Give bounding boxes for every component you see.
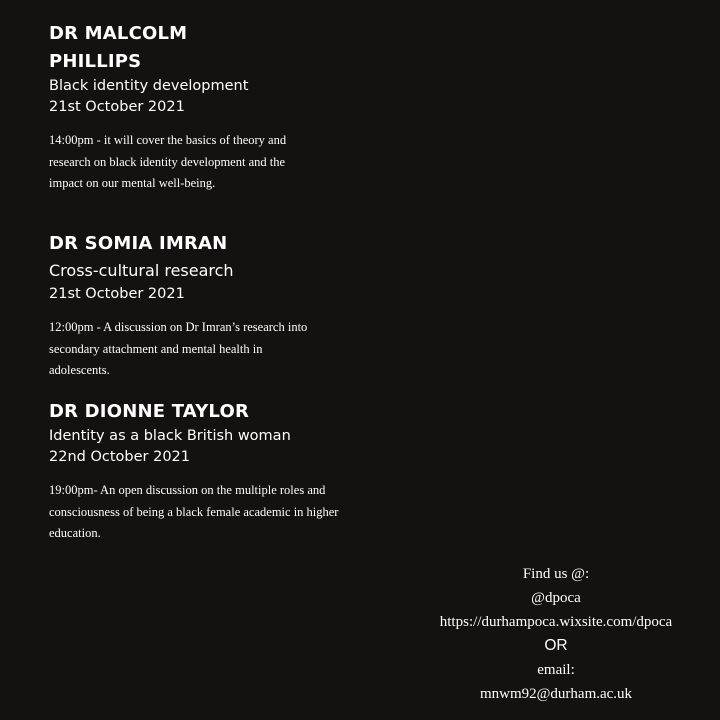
talk-date: 21st October 2021: [49, 286, 185, 302]
or-separator: OR: [544, 637, 568, 654]
social-handle-link[interactable]: @dpoca: [531, 590, 581, 606]
speaker-name: DR SOMIA IMRAN: [49, 233, 228, 254]
website-link[interactable]: https://durhampoca.wixsite.com/dpoca: [439, 614, 673, 630]
find-us-label: Find us @:: [522, 566, 590, 582]
speaker-block-dionne-taylor: [49, 398, 369, 545]
talk-description: 14:00pm - it will cover the basics of theory and research on black identity development and the impact on our mental well-being.: [49, 133, 287, 190]
speaker-name-line2: PHILLIPS: [49, 51, 142, 72]
talk-date: 21st October 2021: [49, 99, 185, 115]
talk-topic: Identity as a black British woman: [49, 428, 291, 444]
talk-topic: Cross-cultural research: [49, 261, 234, 280]
email-label: email:: [537, 662, 575, 678]
talk-description: 12:00pm - A discussion on Dr Imran’s research into secondary attachment and mental health in adolescents.: [49, 320, 308, 377]
speaker-name: DR DIONNE TAYLOR: [49, 401, 250, 422]
talk-topic: Black identity development: [49, 78, 249, 94]
speaker-name: DR MALCOLM: [49, 23, 188, 44]
email-link[interactable]: mnwm92@durham.ac.uk: [479, 686, 633, 702]
contact-block: [400, 562, 712, 706]
speaker-block-malcolm-phillips: [49, 20, 349, 195]
talk-description: 19:00pm- An open discussion on the multiple roles and consciousness of being a black female academic in higher education.: [49, 483, 339, 540]
talk-date: 22nd October 2021: [49, 449, 190, 465]
speaker-block-somia-imran: [49, 230, 359, 382]
